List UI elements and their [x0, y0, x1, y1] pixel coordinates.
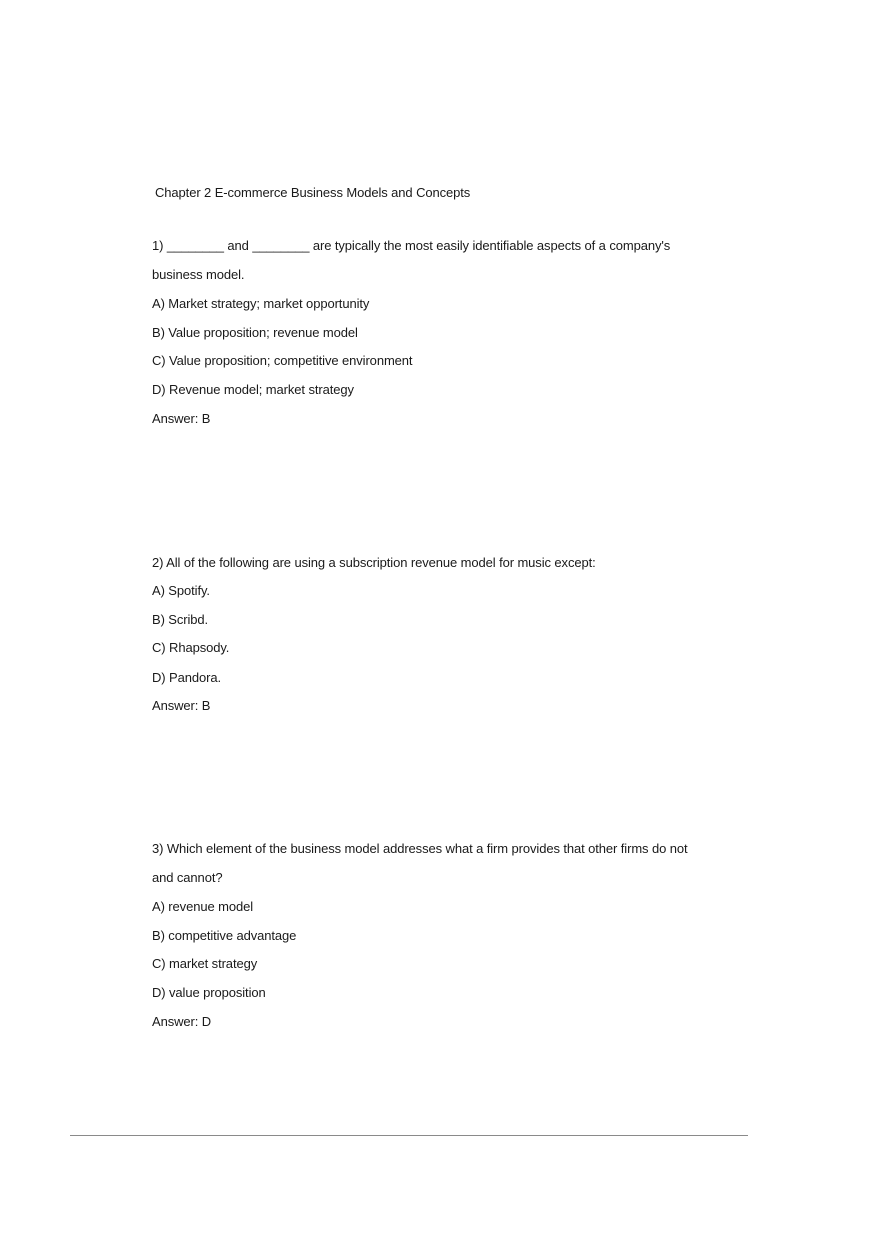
question-1-option-b: B) Value proposition; revenue model — [152, 325, 358, 340]
question-1-stem-line-1: 1) ________ and ________ are typically the most easily identifiable aspects of a company's — [152, 238, 671, 253]
question-3-option-c: C) market strategy — [152, 956, 258, 971]
question-2-stem-line-1: 2) All of the following are using a subscription revenue model for music except: — [152, 555, 596, 570]
footer-divider — [70, 1135, 748, 1136]
question-3-answer: Answer: D — [152, 1014, 212, 1029]
question-3-option-d: D) value proposition — [152, 985, 266, 1000]
question-2-option-d: D) Pandora. — [152, 670, 221, 685]
question-2-option-a: A) Spotify. — [152, 583, 210, 598]
question-3-option-b: B) competitive advantage — [152, 928, 297, 943]
question-1-stem-line-2: business model. — [152, 267, 245, 282]
question-2-option-c: C) Rhapsody. — [152, 640, 230, 655]
question-2-option-b: B) Scribd. — [152, 612, 209, 627]
question-3-stem-line-2: and cannot? — [152, 870, 223, 885]
question-1-option-d: D) Revenue model; market strategy — [152, 382, 354, 397]
question-1-answer: Answer: B — [152, 411, 211, 426]
chapter-title: Chapter 2 E-commerce Business Models and Concepts — [155, 185, 471, 200]
question-1-option-c: C) Value proposition; competitive environment — [152, 353, 413, 368]
question-3-option-a: A) revenue model — [152, 899, 254, 914]
question-2-answer: Answer: B — [152, 698, 211, 713]
question-3-stem-line-1: 3) Which element of the business model addresses what a firm provides that other firms do not — [152, 841, 688, 856]
question-1-option-a: A) Market strategy; market opportunity — [152, 296, 370, 311]
